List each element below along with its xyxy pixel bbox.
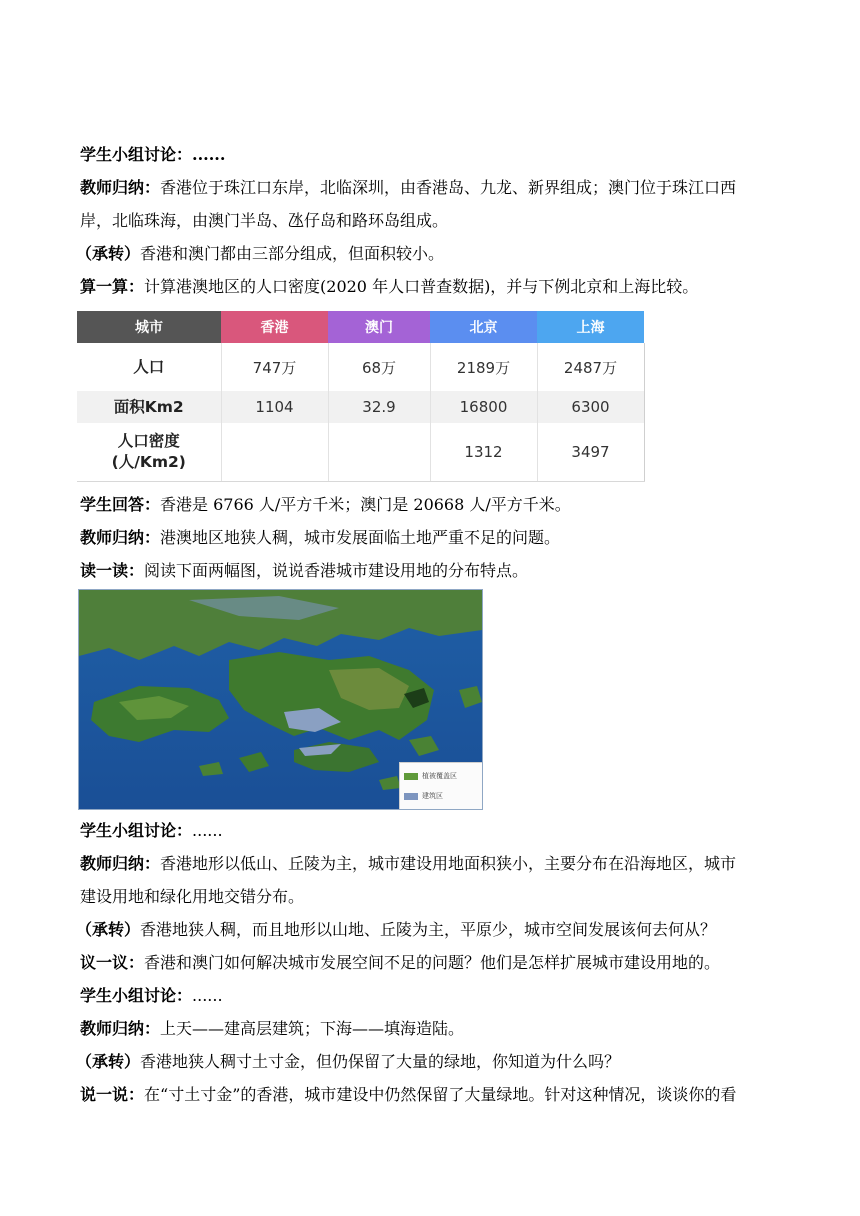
text-line	[80, 1084, 736, 1106]
legend-item	[404, 771, 457, 781]
table-row	[77, 391, 644, 423]
line-label: 说一说：	[80, 1085, 145, 1104]
line-label: 读一读：	[80, 561, 145, 580]
line-label: 教师归纳：	[80, 854, 161, 873]
row-label: 面积Km2	[77, 391, 221, 423]
table-header: 澳门	[328, 311, 430, 343]
line-text: 香港位于珠江口东岸，北临深圳，由香港岛、九龙、新界组成；澳门位于珠江口西	[160, 178, 737, 197]
line-text: ......	[192, 986, 223, 1005]
table-header-row	[77, 311, 644, 343]
legend-label: 建筑区	[422, 792, 443, 800]
table-cell	[221, 423, 328, 482]
row-label: 人口	[77, 343, 221, 391]
text-line	[80, 210, 448, 232]
line-text: ......	[192, 821, 223, 840]
line-label: 教师归纳：	[80, 528, 161, 547]
legend-item	[404, 791, 443, 801]
text-line	[80, 1018, 464, 1040]
line-label: 学生回答：	[80, 495, 161, 514]
line-text: ......	[192, 145, 226, 164]
line-text: 香港地狭人稠寸土寸金，但仍保留了大量的绿地，你知道为什么吗？	[140, 1052, 621, 1071]
table-header: 上海	[537, 311, 644, 343]
table-cell: 2189万	[430, 343, 537, 391]
text-line	[80, 952, 720, 974]
line-label: 学生小组讨论：	[80, 986, 193, 1005]
line-text: 香港和澳门都由三部分组成，但面积较小。	[140, 244, 445, 263]
table-row	[77, 423, 644, 482]
line-label: 算一算：	[80, 277, 145, 296]
table-cell: 16800	[430, 391, 537, 423]
line-text: 建设用地和绿化用地交错分布。	[80, 887, 305, 906]
text-line	[80, 276, 698, 298]
text-line	[76, 919, 716, 941]
table-cell: 68万	[328, 343, 430, 391]
line-text: 阅读下面两幅图，说说香港城市建设用地的分布特点。	[144, 561, 529, 580]
line-text: 岸，北临珠海，由澳门半岛、氹仔岛和路环岛组成。	[80, 211, 449, 230]
text-line	[80, 886, 304, 908]
table-cell: 6300	[537, 391, 644, 423]
table-cell: 32.9	[328, 391, 430, 423]
line-text: 香港地形以低山、丘陵为主，城市建设用地面积狭小，主要分布在沿海地区，城市	[160, 854, 737, 873]
text-line	[80, 144, 225, 166]
line-text: 上天——建高层建筑；下海——填海造陆。	[160, 1019, 465, 1038]
line-label: （承转）	[76, 1052, 141, 1071]
table-header: 北京	[430, 311, 537, 343]
line-text: 在“寸土寸金”的香港，城市建设中仍然保留了大量绿地。针对这种情况，谈谈你的看	[144, 1085, 737, 1104]
text-line	[76, 243, 444, 265]
row-label-line: (人/Km2)	[111, 453, 186, 471]
table-cell: 1312	[430, 423, 537, 482]
line-label: 学生小组讨论：	[80, 821, 193, 840]
table-row	[77, 343, 644, 391]
line-text: 港澳地区地狭人稠，城市发展面临土地严重不足的问题。	[160, 528, 561, 547]
line-text: 香港地狭人稠，而且地形以山地、丘陵为主，平原少，城市空间发展该何去何从？	[140, 920, 717, 939]
line-text: 计算港澳地区的人口密度(2020 年人口普查数据)，并与下例北京和上海比较。	[144, 277, 699, 296]
line-text: 香港是 6766 人/平方千米；澳门是 20668 人/平方千米。	[160, 495, 571, 514]
legend-label: 植被覆盖区	[422, 772, 457, 780]
table-cell: 747万	[221, 343, 328, 391]
hong-kong-satellite-map	[78, 589, 483, 810]
text-line	[80, 494, 571, 516]
text-line	[80, 853, 736, 875]
table-cell: 1104	[221, 391, 328, 423]
line-label: 议一议：	[80, 953, 145, 972]
text-line	[76, 1051, 620, 1073]
population-table	[77, 311, 645, 482]
table-header: 城市	[77, 311, 221, 343]
text-line	[80, 527, 560, 549]
row-label	[77, 423, 221, 482]
line-label: （承转）	[76, 920, 141, 939]
map-legend	[399, 762, 483, 810]
table-cell: 2487万	[537, 343, 644, 391]
line-label: 学生小组讨论：	[80, 145, 193, 164]
row-label-line: 人口密度	[117, 432, 180, 450]
line-label: 教师归纳：	[80, 1019, 161, 1038]
line-label: （承转）	[76, 244, 141, 263]
line-text: 香港和澳门如何解决城市发展空间不足的问题？他们是怎样扩展城市建设用地的。	[144, 953, 721, 972]
vegetation-swatch	[404, 773, 418, 780]
table-cell	[328, 423, 430, 482]
table-header: 香港	[221, 311, 328, 343]
text-line	[80, 177, 736, 199]
text-line	[80, 985, 223, 1007]
line-label: 教师归纳：	[80, 178, 161, 197]
built-up-swatch	[404, 793, 418, 800]
table-cell: 3497	[537, 423, 644, 482]
text-line	[80, 820, 223, 842]
text-line	[80, 560, 528, 582]
